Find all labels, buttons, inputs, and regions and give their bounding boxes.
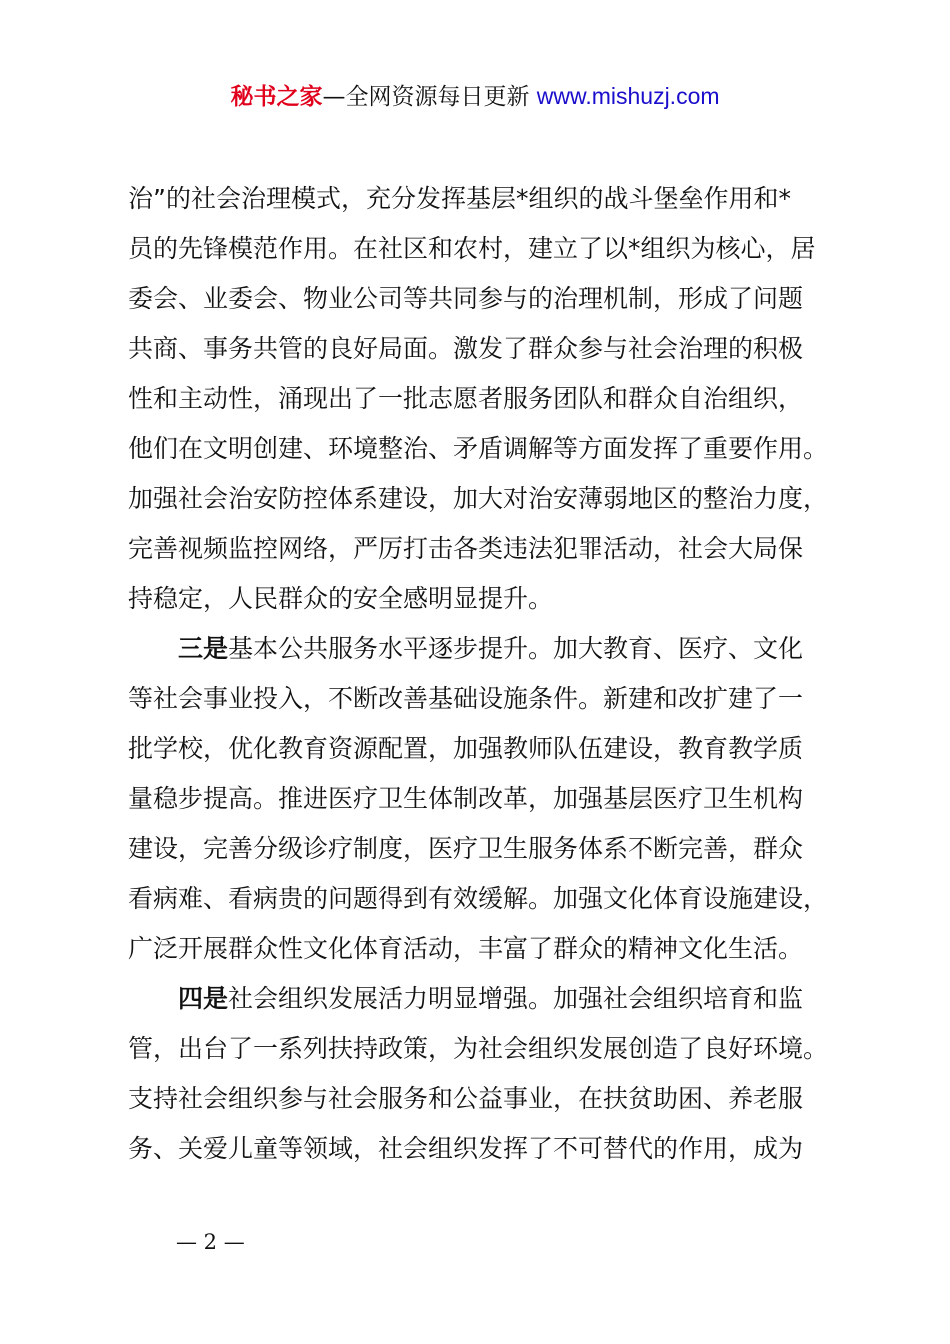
- text-line: [128, 1031, 838, 1081]
- paragraph-lead: 三是: [178, 634, 229, 663]
- line-text: 社会组织发展活力明显增强。加强社会组织培育和监: [228, 984, 804, 1013]
- text-line: [128, 531, 838, 581]
- text-line: [128, 331, 838, 381]
- page-number: — 2 —: [176, 1230, 245, 1254]
- line-text: 看病难、看病贵的问题得到有效缓解。加强文化体育设施建设，: [128, 884, 829, 913]
- text-line: [128, 281, 838, 331]
- text-line: [128, 231, 838, 281]
- text-line: [128, 781, 838, 831]
- paragraph-start-line: [128, 981, 838, 1031]
- paragraph-lead: 四是: [178, 984, 229, 1013]
- text-line: [128, 431, 838, 481]
- line-text: 共商、事务共管的良好局面。激发了群众参与社会治理的积极: [128, 334, 804, 363]
- line-text: 他们在文明创建、环境整治、矛盾调解等方面发挥了重要作用。: [128, 434, 829, 463]
- text-line: [128, 481, 838, 531]
- text-line: [128, 681, 838, 731]
- site-tagline: —全网资源每日更新: [322, 84, 530, 110]
- text-line: [128, 581, 838, 631]
- line-text: 委会、业委会、物业公司等共同参与的治理机制，形成了问题: [128, 284, 804, 313]
- text-line: [128, 931, 838, 981]
- text-line: [128, 381, 838, 431]
- site-banner: [0, 80, 950, 113]
- line-text: 员的先锋模范作用。在社区和农村，建立了以*组织为核心，居: [128, 234, 816, 263]
- paragraph-start-line: [128, 631, 838, 681]
- line-text: 持稳定，人民群众的安全感明显提升。: [128, 584, 554, 613]
- line-text: 建设，完善分级诊疗制度，医疗卫生服务体系不断完善，群众: [128, 834, 804, 863]
- text-line: [128, 1131, 838, 1181]
- line-text: 广泛开展群众性文化体育活动，丰富了群众的精神文化生活。: [128, 934, 804, 963]
- document-body: [128, 181, 838, 1181]
- line-text: 管，出台了一系列扶持政策，为社会组织发展创造了良好环境。: [128, 1034, 829, 1063]
- line-text: 等社会事业投入，不断改善基础设施条件。新建和改扩建了一: [128, 684, 804, 713]
- line-text: 加强社会治安防控体系建设，加大对治安薄弱地区的整治力度，: [128, 484, 829, 513]
- site-brand: 秘书之家: [230, 84, 323, 110]
- line-text: 基本公共服务水平逐步提升。加大教育、医疗、文化: [228, 634, 804, 663]
- text-line: [128, 181, 838, 231]
- line-text: 性和主动性，涌现出了一批志愿者服务团队和群众自治组织，: [128, 384, 804, 413]
- line-text: 治”的社会治理模式，充分发挥基层*组织的战斗堡垒作用和*: [128, 184, 791, 213]
- line-text: 批学校，优化教育资源配置，加强教师队伍建设，教育教学质: [128, 734, 804, 763]
- line-text: 量稳步提高。推进医疗卫生体制改革，加强基层医疗卫生机构: [128, 784, 804, 813]
- text-line: [128, 831, 838, 881]
- site-url-link[interactable]: www.mishuzj.com: [536, 83, 720, 109]
- text-line: [128, 881, 838, 931]
- text-line: [128, 1081, 838, 1131]
- line-text: 支持社会组织参与社会服务和公益事业，在扶贫助困、养老服: [128, 1084, 804, 1113]
- line-text: 务、关爱儿童等领域，社会组织发挥了不可替代的作用，成为: [128, 1134, 804, 1163]
- text-line: [128, 731, 838, 781]
- line-text: 完善视频监控网络，严厉打击各类违法犯罪活动，社会大局保: [128, 534, 804, 563]
